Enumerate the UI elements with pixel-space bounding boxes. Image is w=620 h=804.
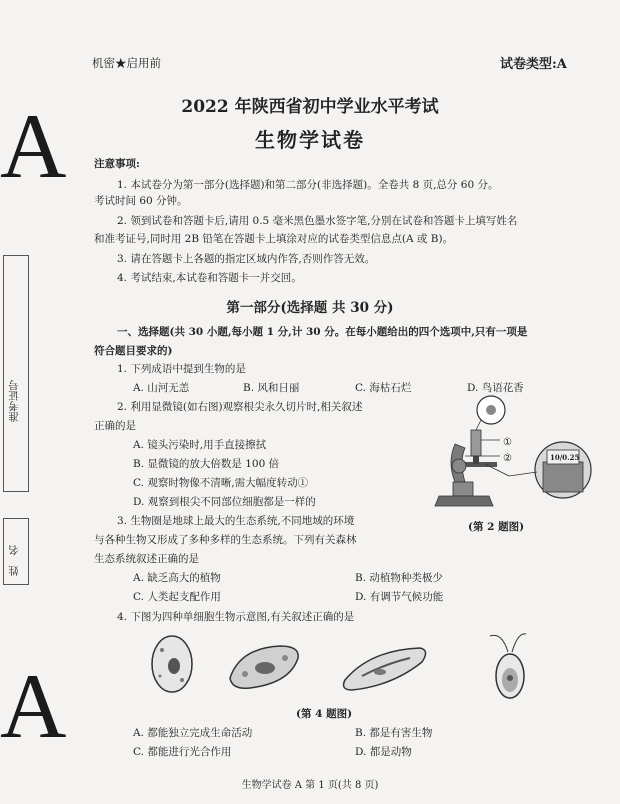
- q3-stem-b: 与各种生物又形成了多种多样的生态系统。下列有关森林: [94, 534, 357, 546]
- q3-stem-a: 3. 生物圈是地球上最大的生态系统,不同地域的环境: [117, 515, 355, 527]
- q2-option-c: C. 观察时物像不清晰,需大幅度转动①: [133, 477, 309, 489]
- q4-figure-caption: (第 4 题图): [296, 708, 353, 720]
- q4-option-c: C. 都能进行光合作用: [133, 746, 232, 758]
- paramecium-icon: [230, 646, 298, 688]
- paper-type-letter-bottom: A: [0, 655, 67, 757]
- q3-option-d: D. 有调节气候功能: [355, 591, 444, 603]
- note-2b: 和准考证号,同时用 2B 铅笔在答题卡上填涂对应的试卷类型信息点(A 或 B)。: [94, 233, 454, 245]
- note-1b: 考试时间 60 分钟。: [94, 195, 188, 207]
- q1-option-c: C. 海枯石烂: [355, 382, 412, 394]
- microscope-label-2: ②: [503, 453, 512, 464]
- q3-stem-c: 生态系统叙述正确的是: [94, 553, 199, 565]
- q2-option-b: B. 显微镜的放大倍数是 100 倍: [133, 458, 280, 470]
- exam-number-box: [3, 255, 29, 492]
- confidential-mark: 机密★启用前: [92, 56, 161, 70]
- subject-title: 生物学试卷: [255, 128, 365, 152]
- q4-option-d: D. 都是动物: [355, 746, 412, 758]
- q3-option-c: C. 人类起支配作用: [133, 591, 221, 603]
- microscope-label-1: ①: [503, 437, 512, 448]
- q1-option-b: B. 风和日丽: [243, 382, 300, 394]
- q4-option-b: B. 都是有害生物: [355, 727, 433, 739]
- q4-single-cell-organisms-figure: [130, 628, 550, 706]
- q2-figure-caption: (第 2 题图): [468, 521, 525, 533]
- q4-stem: 4. 下图为四种单细胞生物示意图,有关叙述正确的是: [117, 611, 355, 623]
- name-label: 姓名: [8, 535, 20, 576]
- section-instr-a: 一、选择题(共 30 小题,每小题 1 分,计 30 分。在每小题给出的四个选项中,只有一项是: [117, 326, 528, 338]
- yeast-cell-icon: [152, 636, 192, 692]
- q2-option-d: D. 观察到根尖不同部位细胞都是一样的: [133, 496, 316, 508]
- q1-option-d: D. 鸟语花香: [467, 382, 524, 394]
- objective-lens-mark: 10/0.25: [550, 453, 580, 462]
- section-title: 第一部分(选择题 共 30 分): [226, 300, 394, 316]
- note-1a: 1. 本试卷分为第一部分(选择题)和第二部分(非选择题)。全卷共 8 页,总分 60 分。: [117, 179, 499, 191]
- q2-stem-b: 正确的是: [94, 420, 136, 432]
- q1-option-a: A. 山河无恙: [133, 382, 190, 394]
- note-4: 4. 考试结束,本试卷和答题卡一并交回。: [117, 272, 302, 284]
- q1-stem: 1. 下列成语中提到生物的是: [117, 363, 246, 375]
- section-instr-b: 符合题目要求的): [94, 345, 173, 357]
- paper-type-letter-top: A: [0, 95, 67, 197]
- exam-title: 2022 年陕西省初中学业水平考试: [181, 97, 439, 117]
- note-3: 3. 请在答题卡上各题的指定区域内作答,否则作答无效。: [117, 253, 376, 265]
- q2-option-a: A. 镜头污染时,用手直接擦拭: [133, 439, 267, 451]
- q2-stem-a: 2. 利用显微镜(如右图)观察根尖永久切片时,相关叙述: [117, 401, 363, 413]
- chlamydomonas-icon: [490, 634, 526, 698]
- q4-option-a: A. 都能独立完成生命活动: [133, 727, 253, 739]
- page-footer: 生物学试卷 A 第 1 页(共 8 页): [241, 780, 379, 791]
- notes-heading: 注意事项:: [94, 158, 140, 170]
- bacterium-icon: [344, 648, 426, 690]
- q3-option-a: A. 缺乏高大的植物: [133, 572, 221, 584]
- paper-type: 试卷类型:A: [500, 57, 567, 72]
- q3-option-b: B. 动植物种类极少: [355, 572, 443, 584]
- note-2a: 2. 领到试卷和答题卡后,请用 0.5 毫米黑色墨水签字笔,分别在试卷和答题卡上填写姓名: [117, 215, 518, 227]
- exam-number-label: 准考证号: [8, 380, 20, 422]
